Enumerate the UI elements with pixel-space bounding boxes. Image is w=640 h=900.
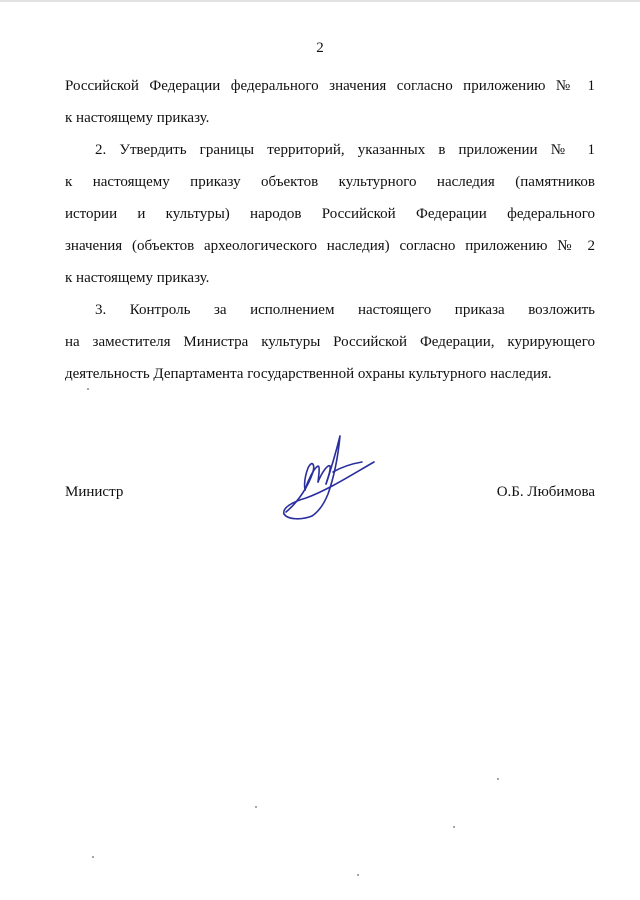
- text-line: к настоящему приказу.: [65, 270, 210, 286]
- scan-speck: [92, 856, 94, 858]
- text-line: на заместителя Министра культуры Российской Федерации, курирующего: [65, 334, 595, 350]
- scan-speck: [357, 874, 359, 876]
- scan-top-edge: [0, 0, 640, 2]
- scan-speck: [87, 388, 89, 390]
- text-line: значения (объектов археологического наследия) согласно приложению № 2: [65, 238, 595, 254]
- scan-speck: [497, 778, 499, 780]
- text-line: истории и культуры) народов Российской Федерации федерального: [65, 206, 595, 222]
- text-line: деятельность Департамента государственной охраны культурного наследия.: [65, 366, 552, 382]
- text-line: к настоящему приказу объектов культурного наследия (памятников: [65, 174, 595, 190]
- text-line: Российской Федерации федерального значения согласно приложению № 1: [65, 78, 595, 94]
- scan-speck: [255, 806, 257, 808]
- text-line: 3. Контроль за исполнением настоящего приказа возложить: [95, 302, 595, 318]
- signatory-name: О.Б. Любимова: [496, 484, 595, 500]
- text-line: к настоящему приказу.: [65, 110, 210, 126]
- text-line: 2. Утвердить границы территорий, указанных в приложении № 1: [95, 142, 595, 158]
- signatory-position: Министр: [65, 484, 124, 500]
- page-number: 2: [316, 40, 324, 56]
- scan-speck: [453, 826, 455, 828]
- handwritten-signature: [278, 432, 378, 522]
- order-text-body: [65, 70, 595, 390]
